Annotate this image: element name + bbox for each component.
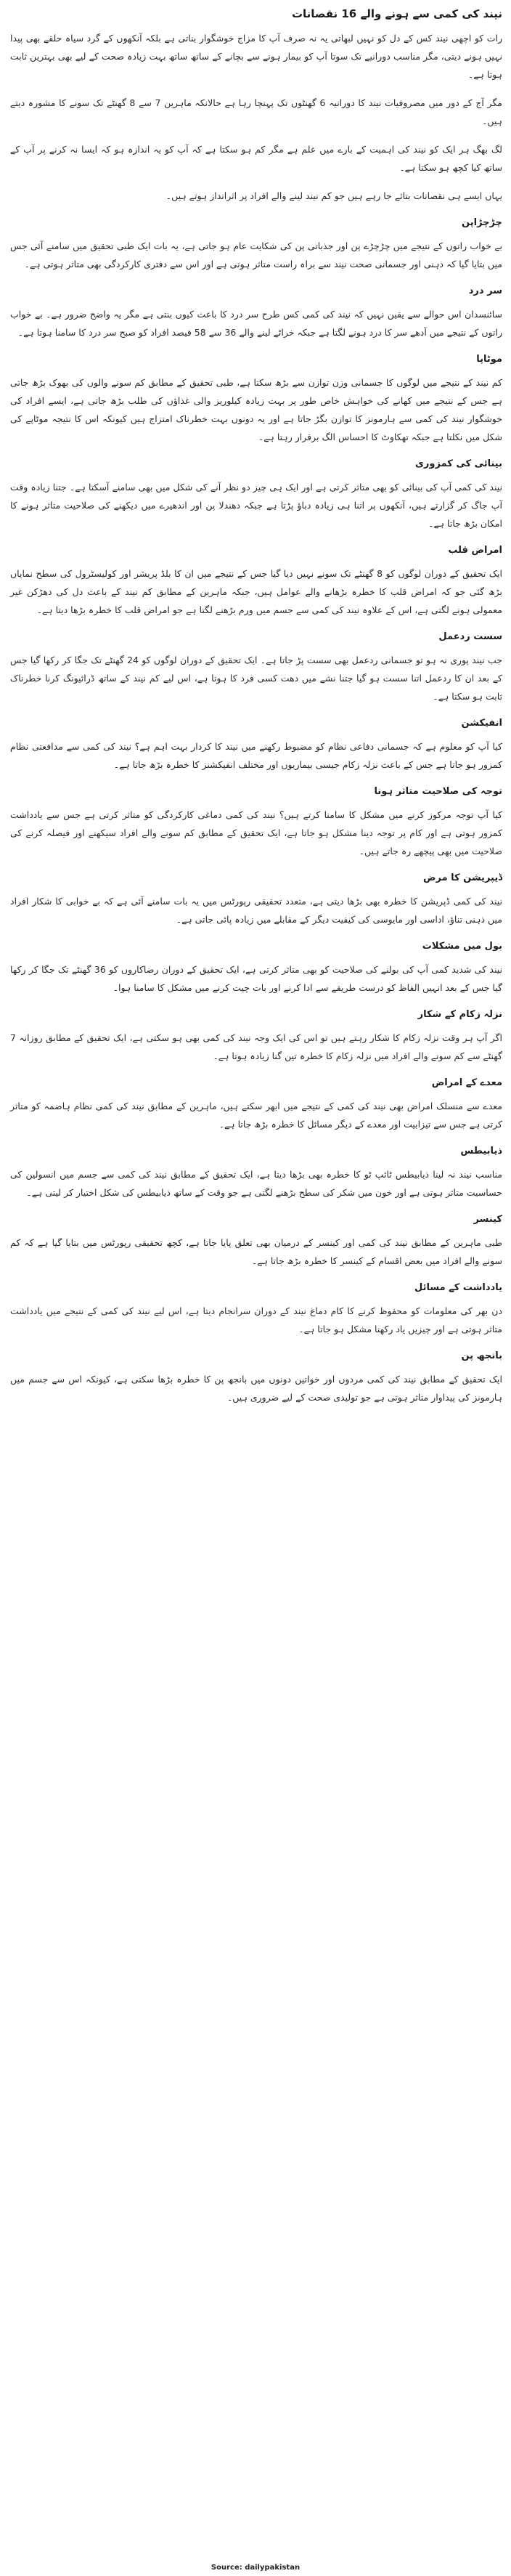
article-section [10, 1348, 502, 1406]
section-heading: یادداشت کے مسائل [414, 1282, 502, 1293]
intro-paragraph: لگ بھگ ہر ایک کو نیند کی اہمیت کے بارے میں علم ہے مگر کم ہو سکتا ہے کہ آپ کو یہ اندازہ ہو کہ ایسا نہ کرنے پر آپ کے ساتھ کیا کچھ ہو سکتا ہے۔ [10, 144, 502, 173]
section-paragraph: ایک تحقیق کے مطابق نیند کی کمی مردوں اور خواتین دونوں میں بانجھ پن کا خطرہ بڑھا سکتی ہے، کیونکہ اس سے جسم میں ہارمونز کی پیداوار متاثر ہوتی ہے جو تولیدی صحت کے لیے ضروری ہیں۔ [10, 1374, 502, 1403]
section-heading: امراض قلب [448, 545, 502, 556]
article-section [10, 870, 502, 928]
intro-paragraph: مگر آج کے دور میں مصروفیات نیند کا دورانیہ 6 گھنٹوں تک پہنچا رہا ہے حالانکہ ماہرین 7 سے 8 گھنٹے تک سونے کا مشورہ دیتے ہیں۔ [10, 97, 503, 126]
article-section [10, 543, 502, 619]
section-heading: سست ردعمل [438, 631, 502, 642]
section-heading: کینسر [473, 1214, 502, 1225]
section-heading: ڈیپریشن کا مرض [423, 872, 502, 883]
section-paragraph: سائنسدان اس حوالے سے یقین نہیں کہ نیند کی کمی کس طرح سر درد کا باعث کیوں بنتی ہے مگر یہ واضح ضرور ہے۔ بے خواب راتوں کے نتیجے میں آدھے سر کا درد ہونے لگتا ہے جبکہ خراٹے لینے والے 36 سے 58 فیصد افراد کو صبح سر درد کا سامنا ہوتا ہے۔ [10, 309, 502, 338]
intro-paragraph: رات کو اچھی نیند کس کے دل کو نہیں لبھاتی یہ نہ صرف آپ کا مزاج خوشگوار بناتی ہے بلکہ آنکھوں کے گرد سیاہ حلقے بھی پیدا نہیں ہونے دیتی، مگر مناسب دورانیے تک سوتا آپ کو بیمار ہونے سے بچانے کے ساتھ ساتھ بہت زیادہ صحت کے لیے بھی بہترین ثابت ہوتا ہے۔ [10, 33, 502, 80]
section-heading: سر درد [468, 285, 502, 296]
section-heading: معدے کے امراض [431, 1077, 502, 1088]
article-section [10, 283, 502, 341]
section-paragraph: دن بھر کی معلومات کو محفوظ کرنے کا کام دماغ نیند کے دوران سرانجام دیتا ہے، اس لیے نیند کی کمی کے نتیجے میں یادداشت متاثر ہوتی ہے اور چیزیں یاد رکھنا مشکل ہو جاتا ہے۔ [10, 1305, 502, 1334]
section-heading: بانجھ پن [461, 1350, 502, 1361]
section-paragraph: نیند کی کمی آپ کی بینائی کو بھی متاثر کرتی ہے اور ایک ہی چیز دو نظر آنے کی شکل میں بھی سامنے آسکتا ہے۔ جتنا زیادہ وقت آپ جاگ کر گزارتے ہیں، آنکھوں پر اتنا ہی زیادہ دباؤ پڑتا ہے جبکہ دھندلا پن اور اندھیرے میں دیکھنے کی صلاحیت متاثر ہونے کا امکان بڑھ جاتا ہے۔ [10, 482, 502, 529]
article-section [10, 1212, 502, 1270]
article-intro [10, 29, 502, 205]
section-paragraph: طبی ماہرین کے مطابق نیند کی کمی اور کینسر کے درمیان بھی تعلق پایا جاتا ہے، کچھ تحقیقی رپورٹس میں بتایا گیا ہے کہ کم سونے والے افراد میں بعض اقسام کے کینسر کا خطرہ بڑھ جاتا ہے۔ [10, 1237, 502, 1266]
section-heading: انفیکشن [461, 718, 502, 729]
section-heading: بول میں مشکلات [422, 941, 502, 952]
article-section [10, 352, 502, 446]
section-paragraph: کیا آپ توجہ مرکوز کرنے میں مشکل کا سامنا کرتے ہیں؟ نیند کی کمی دماغی کارکردگی کو متاثر کرتی ہے جس سے یادداشت کمزور ہوتی ہے اور کام پر توجہ دینا مشکل ہو جاتا ہے، ایک تحقیق کے مطابق کم سونے والے افراد سیکھنے اور فیصلہ کرنے کی صلاحیت میں بھی پیچھے رہ جاتے ہیں۔ [10, 809, 502, 856]
section-heading: چڑچڑاپن [462, 217, 502, 228]
section-paragraph: بے خواب راتوں کے نتیجے میں چڑچڑے پن اور جذباتی پن کی شکایت عام ہو جاتی ہے، یہ بات ایک طبی تحقیق میں سامنے آئی جس میں بتایا گیا کہ ذہنی اور جسمانی صحت نیند سے براہ راست متاثر ہوتی ہے اور اس سے دفتری کارکردگی بھی متاثر ہوتی ہے۔ [10, 240, 502, 270]
article-section [10, 215, 502, 273]
article-section [10, 784, 502, 860]
article-section [10, 939, 502, 997]
section-heading: موٹاپا [476, 354, 502, 365]
section-paragraph: نیند کی کمی ڈپریشن کا خطرہ بھی بڑھا دیتی ہے، متعدد تحقیقی رپورٹس میں یہ بات سامنے آئی ہے کہ بے خوابی کا شکار افراد میں ذہنی تناؤ، اداسی اور مایوسی کی کیفیت دیگر کے مقابلے میں زیادہ پائی جاتی ہے۔ [10, 896, 502, 925]
article-section [10, 716, 502, 774]
section-paragraph: کیا آپ کو معلوم ہے کہ جسمانی دفاعی نظام کو مضبوط رکھنے میں نیند کا کردار بہت اہم ہے؟ نیند کی کمی سے مدافعتی نظام کمزور ہو جاتا ہے جس کے باعث نزلہ زکام جیسی بیماریوں اور مختلف انفیکشنز کا خطرہ بڑھ جاتا ہے۔ [10, 741, 502, 770]
source-credit: Source: dailypakistan [210, 2564, 301, 2572]
intro-paragraph: یہاں ایسے ہی نقصانات بتائے جا رہے ہیں جو کم نیند لینے والے افراد پر اثرانداز ہوتے ہیں۔ [165, 190, 502, 201]
section-paragraph: ایک تحقیق کے دوران لوگوں کو 8 گھنٹے تک سونے نہیں دیا گیا جس کے نتیجے میں ان کا بلڈ پریشر اور کولیسٹرول کی سطح نمایاں بڑھ گئی جو کہ امراض قلب کا خطرہ بڑھانے والے عوامل ہیں، جبکہ ماہرین کے مطابق کم نیند کے باعث دل کی دھڑکن غیر معمولی ہونے لگتی ہے، اس کے علاوہ نیند کی کمی سے جسم میں ورم بڑھنے لگتا ہے جو امراض قلب کا خطرہ بڑھا دیتا ہے۔ [10, 568, 502, 615]
section-heading: نزلہ زکام کے شکار [417, 1009, 502, 1020]
section-paragraph: اگر آپ ہر وقت نزلہ زکام کا شکار رہتے ہیں تو اس کی ایک وجہ نیند کی کمی بھی ہو سکتی ہے، ایک تحقیق کے مطابق روزانہ 7 گھنٹے سے کم سونے والے افراد میں نزلہ زکام کا خطرہ تین گنا زیادہ ہوتا ہے۔ [10, 1032, 502, 1061]
section-heading: بینائی کی کمزوری [414, 458, 502, 469]
article-section [10, 1007, 502, 1065]
section-paragraph: معدے سے منسلک امراض بھی نیند کی کمی کے نتیجے میں ابھر سکتے ہیں، ماہرین کے مطابق نیند کی کمی نظام ہاضمہ کو متاثر کرتی ہے جس سے تیزابیت اور معدے کے دیگر مسائل کا خطرہ بڑھ جاتا ہے۔ [10, 1101, 502, 1130]
section-paragraph: مناسب نیند نہ لینا ذیابیطس ٹائپ ٹو کا خطرہ بھی بڑھا دیتا ہے، ایک تحقیق کے مطابق نیند کی کمی سے جسم میں انسولین کی حساسیت متاثر ہوتی ہے اور خون میں شکر کی سطح بڑھنے لگتی ہے جو وقت کے ساتھ ذیابیطس کی شکل اختیار کر لیتی ہے۔ [10, 1169, 502, 1198]
section-paragraph: جب نیند پوری نہ ہو تو جسمانی ردعمل بھی سست پڑ جاتا ہے۔ ایک تحقیق کے دوران لوگوں کو 24 گھنٹے تک جگا کر رکھا گیا جس کے بعد ان کا ردعمل اتنا سست ہو گیا جتنا نشے میں دھت کسی فرد کا ہوتا ہے، اس لیے کم نیند کے ساتھ ڈرائیونگ کرنا خطرناک ثابت ہو سکتا ہے۔ [10, 655, 502, 702]
article-section [10, 456, 502, 532]
article-section [10, 629, 502, 705]
section-heading: توجہ کی صلاحیت متاثر ہونا [374, 786, 502, 797]
page-title: نیند کی کمی سے ہونے والے 16 نقصانات [291, 7, 502, 20]
article-section [10, 1075, 502, 1133]
article-sections [10, 215, 502, 1406]
section-paragraph: کم نیند کے نتیجے میں لوگوں کا جسمانی وزن توازن سے بڑھ سکتا ہے، طبی تحقیق کے مطابق کم سونے والوں کی بھوک بڑھ جاتی ہے جس کے نتیجے میں کھانے کی خواہش خاص طور پر بہت زیادہ کیلوریز والی غذاؤں کی طلب بڑھ جاتی ہے، ایسے افراد کی خوشگوار نیند کی کمی سے ہارمونز کا توازن بگڑ جاتا ہے اور یہ دونوں بہت خطرناک امتزاج ہیں کیونکہ اس کا نتیجہ موٹاپے کی شکل میں نکلتا ہے جبکہ تھکاوٹ کا احساس الگ برقرار رہتا ہے۔ [10, 377, 502, 442]
section-heading: ذیابیطس [460, 1146, 502, 1157]
article-section [10, 1280, 502, 1338]
section-paragraph: نیند کی شدید کمی آپ کی بولنے کی صلاحیت کو بھی متاثر کرتی ہے، ایک تحقیق کے دوران رضاکاروں کو 36 گھنٹے تک جگا کر رکھا گیا جس کے بعد انہیں الفاظ کو درست طریقے سے ادا کرنے اور بات چیت کرنے میں مشکل کا سامنا ہوا۔ [10, 964, 502, 993]
article-section [10, 1143, 502, 1202]
